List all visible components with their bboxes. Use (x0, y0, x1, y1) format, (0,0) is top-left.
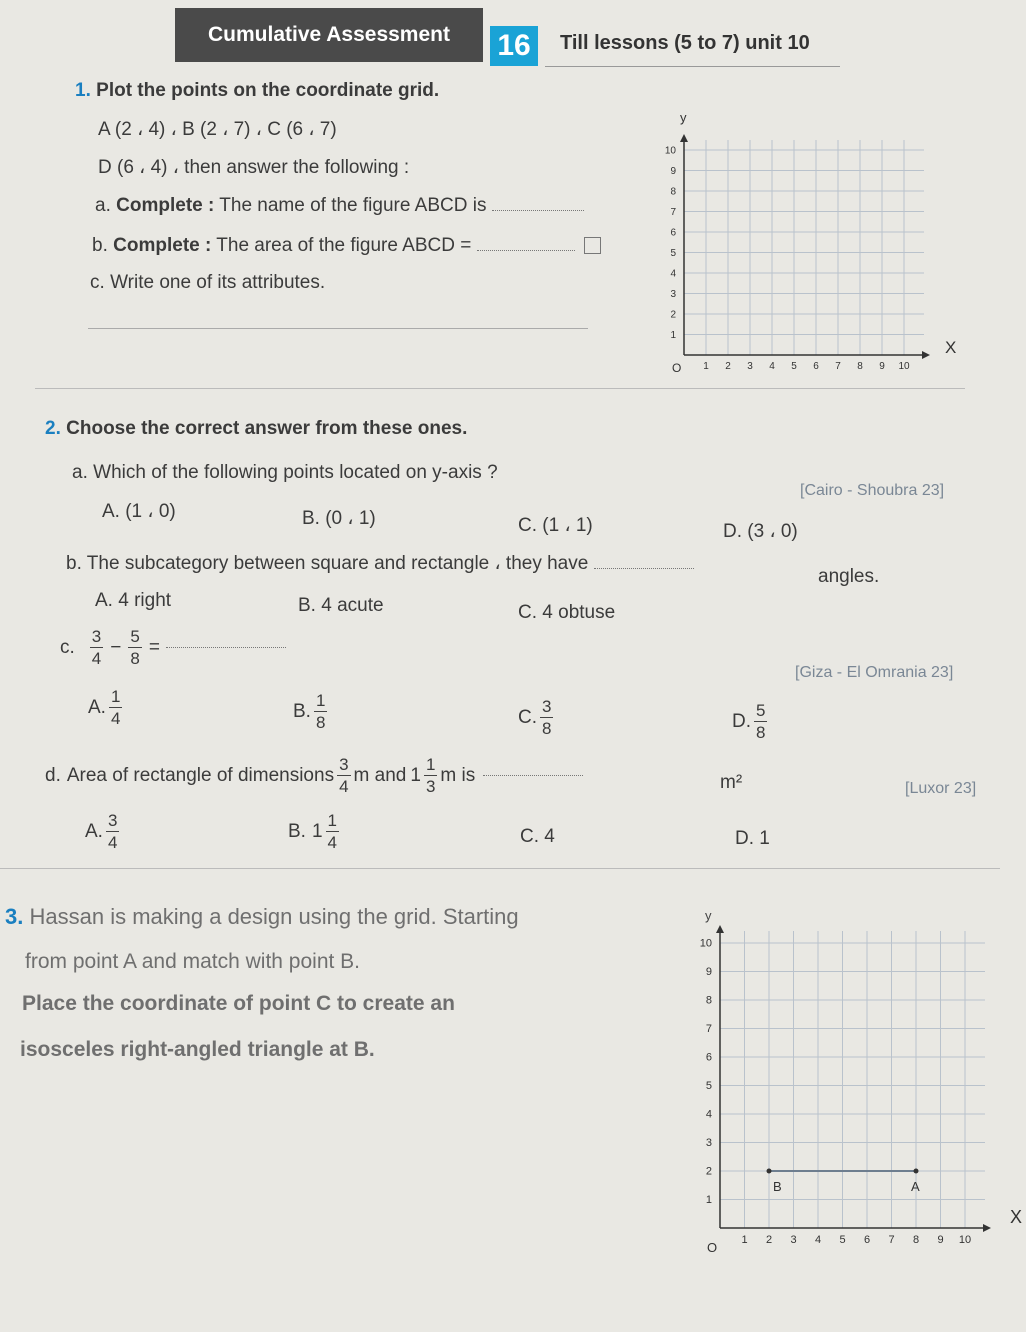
q2d-a-letter: A. (85, 820, 103, 842)
q1-number: 1. (75, 80, 91, 101)
q2c-label: c. (60, 636, 75, 658)
q2a-label: a. (72, 462, 88, 483)
q1-title: Plot the points on the coordinate grid. (96, 80, 440, 101)
q2d-text2: m and (353, 764, 407, 786)
q2c-c-letter: C. (518, 706, 537, 728)
q1-part-b (92, 235, 601, 257)
q2d-a-fraction: $\frac{3}{4}$ (107, 811, 118, 852)
y-tick-label: 3 (670, 288, 676, 300)
q2c-option-a[interactable] (88, 688, 125, 727)
q2b-text: The subcategory between square and rectangle ، they have (86, 553, 589, 574)
q2c-question (60, 628, 286, 667)
q2-title: Choose the correct answer from these ones. (66, 418, 468, 439)
q2b-blank[interactable] (594, 568, 694, 569)
q2b-option-a[interactable]: A. 4 right (95, 590, 172, 611)
y-tick-label: 7 (670, 206, 676, 218)
q1-points-line2: D (6 ، 4) ، then answer the following : (98, 157, 410, 178)
q2c-d-fraction: $\frac{5}{8}$ (756, 701, 766, 742)
x-tick-label: 10 (898, 361, 910, 372)
q2d-option-b[interactable] (288, 812, 342, 851)
x-tick-label: 2 (725, 361, 731, 372)
square-unit-icon (584, 237, 601, 254)
point-a-label: A (911, 1179, 920, 1194)
x-tick-label: 7 (835, 361, 841, 372)
point-b-marker (767, 1169, 772, 1174)
q2c-minus: − (110, 636, 122, 658)
y-tick-label: 2 (705, 1165, 712, 1178)
q2c-option-c[interactable] (518, 698, 556, 737)
q1-c-text: Write one of its attributes. (110, 272, 326, 293)
x-axis-arrow-icon (983, 1224, 991, 1232)
q2c-option-d[interactable] (732, 702, 770, 741)
x-tick-label: 7 (888, 1234, 895, 1246)
y-tick-label: 10 (664, 145, 676, 157)
q2c-a-letter: A. (88, 696, 106, 718)
q2-heading (45, 418, 467, 440)
q2b-label: b. (66, 553, 82, 574)
q2a-question (72, 462, 498, 484)
q2d-text1: Area of rectangle of dimensions (66, 764, 335, 786)
q2c-blank[interactable] (166, 647, 286, 648)
q3-line1 (5, 904, 519, 930)
x-tick-label: 2 (765, 1234, 773, 1246)
q1-c-label: c. (90, 272, 105, 293)
y-tick-label: 9 (670, 165, 676, 177)
x-tick-label: 4 (769, 361, 775, 372)
q2d-question (45, 756, 583, 795)
q2a-option-b[interactable]: B. (0 ، 1) (302, 508, 376, 529)
x-tick-label: 6 (863, 1234, 871, 1246)
q3-line1-text: Hassan is making a design using the grid. Starting (29, 904, 519, 929)
x-tick-label: 8 (912, 1234, 920, 1246)
y-tick-label: 9 (705, 966, 712, 979)
q2a-option-a[interactable]: A. (1 ، 0) (102, 501, 176, 522)
q2a-option-d[interactable]: D. (3 ، 0) (723, 521, 798, 542)
q1-a-label: a. (95, 195, 111, 216)
header-underline (545, 66, 840, 67)
y-tick-label: 6 (705, 1051, 712, 1064)
q2c-equals: = (148, 636, 160, 658)
grid-x-axis-label: X (945, 338, 957, 357)
y-tick-label: 7 (705, 1023, 712, 1036)
grid-x-axis-label: X (1010, 1207, 1023, 1227)
q2d-unit: m² (720, 772, 743, 793)
q2d-fraction-1: $\frac{3}{4}$ (339, 755, 349, 796)
q2d-b-fraction: $\frac{1}{4}$ (327, 811, 337, 852)
q2d-text3: m is (440, 764, 476, 786)
q2c-a-fraction: $\frac{1}{4}$ (110, 687, 121, 728)
q3-line4: isosceles right-angled triangle at B. (20, 1038, 375, 1061)
x-tick-label: 8 (857, 361, 863, 372)
q3-coordinate-grid[interactable] (660, 900, 1026, 1270)
x-tick-label: 3 (790, 1234, 797, 1246)
point-a-marker (914, 1169, 919, 1174)
q2c-c-fraction: $\frac{3}{8}$ (542, 697, 552, 738)
q2a-source: [Cairo - Shoubra 23] (800, 482, 945, 499)
q2a-option-c[interactable]: C. (1 ، 1) (518, 515, 593, 536)
divider-1 (35, 388, 965, 389)
q3-number: 3. (5, 904, 24, 929)
x-tick-label: 9 (937, 1234, 944, 1246)
y-tick-label: 1 (705, 1194, 712, 1207)
q2d-whole: 1 (410, 764, 421, 786)
y-axis-arrow-icon (680, 134, 688, 142)
x-tick-label: 4 (814, 1234, 822, 1246)
y-tick-label: 1 (670, 329, 676, 341)
q2d-option-c[interactable]: C. 4 (520, 826, 555, 847)
q3-line2: from point A and match with point B. (25, 950, 361, 973)
y-tick-label: 6 (670, 227, 676, 239)
q1-part-c (90, 272, 325, 294)
y-tick-label: 4 (705, 1108, 712, 1121)
q2d-fraction-2: $\frac{1}{3}$ (425, 755, 436, 796)
point-b-label: B (773, 1179, 782, 1194)
divider-2 (0, 868, 1000, 869)
y-tick-label: 8 (670, 186, 676, 198)
q2b-option-c[interactable]: C. 4 obtuse (518, 602, 616, 623)
q1-b-blank[interactable] (477, 250, 575, 251)
q2c-source: [Giza - El Omrania 23] (795, 664, 954, 681)
y-tick-label: 2 (670, 309, 676, 321)
x-tick-label: 9 (879, 361, 885, 372)
q2d-option-d[interactable]: D. 1 (735, 828, 770, 849)
q1-b-bold: Complete : (113, 235, 212, 256)
q2-number: 2. (45, 418, 61, 439)
grid-y-axis-label: y (680, 110, 687, 125)
q2d-source: [Luxor 23] (905, 780, 977, 797)
y-axis-arrow-icon (716, 925, 724, 933)
x-tick-label: 6 (813, 361, 819, 372)
q2c-fraction-2: $\frac{5}{8}$ (130, 627, 140, 668)
assessment-title: Cumulative Assessment (175, 8, 483, 62)
grid-origin-label: O (707, 1240, 718, 1255)
q1-coordinate-grid[interactable] (640, 100, 970, 390)
q1-b-label: b. (92, 235, 108, 256)
q2c-b-letter: B. (293, 700, 311, 722)
x-tick-label: 5 (839, 1234, 846, 1246)
q3-line3: Place the coordinate of point C to create an (22, 992, 455, 1015)
q1-a-blank[interactable] (492, 210, 584, 211)
q2d-b-whole: 1 (311, 820, 323, 842)
q2c-option-b[interactable] (293, 692, 330, 731)
x-tick-label: 1 (741, 1234, 748, 1246)
q2a-text: Which of the following points located on y-axis ? (93, 462, 498, 483)
x-tick-label: 5 (791, 361, 797, 372)
y-tick-label: 8 (705, 994, 712, 1007)
q2b-option-b[interactable]: B. 4 acute (298, 595, 384, 616)
y-tick-label: 5 (705, 1080, 712, 1093)
x-axis-arrow-icon (922, 351, 930, 359)
grid-origin-label: O (672, 361, 682, 375)
q2c-fraction-1: $\frac{3}{4}$ (91, 627, 102, 668)
assessment-subtitle: Till lessons (5 to 7) unit 10 (560, 32, 810, 54)
q1-answer-line[interactable] (88, 328, 588, 329)
q1-points-line1: A (2 ، 4) ، B (2 ، 7) ، C (6 ، 7) (98, 119, 337, 140)
y-tick-label: 4 (670, 268, 676, 280)
q2c-d-letter: D. (732, 710, 751, 732)
q2c-b-fraction: $\frac{1}{8}$ (315, 691, 326, 732)
x-tick-label: 1 (703, 361, 709, 372)
x-tick-label: 10 (958, 1234, 972, 1246)
q1-a-bold: Complete : (116, 195, 215, 216)
grid-y-axis-label: y (705, 908, 712, 923)
q2b-question (66, 552, 694, 575)
q2d-blank[interactable] (483, 775, 583, 776)
q1-a-text: The name of the figure ABCD is (219, 195, 487, 216)
q2d-label: d. (45, 764, 61, 786)
q1-b-text: The area of the figure ABCD = (216, 235, 472, 256)
y-tick-label: 10 (699, 937, 712, 950)
q1-heading (75, 80, 439, 102)
q2d-option-a[interactable] (85, 812, 122, 851)
y-tick-label: 3 (705, 1137, 712, 1150)
y-tick-label: 5 (670, 247, 676, 259)
x-tick-label: 3 (747, 361, 753, 372)
q2d-b-letter: B. (288, 820, 306, 842)
q1-part-a (95, 195, 584, 217)
assessment-number-badge: 16 (490, 26, 538, 66)
q2b-tail: angles. (818, 566, 880, 587)
